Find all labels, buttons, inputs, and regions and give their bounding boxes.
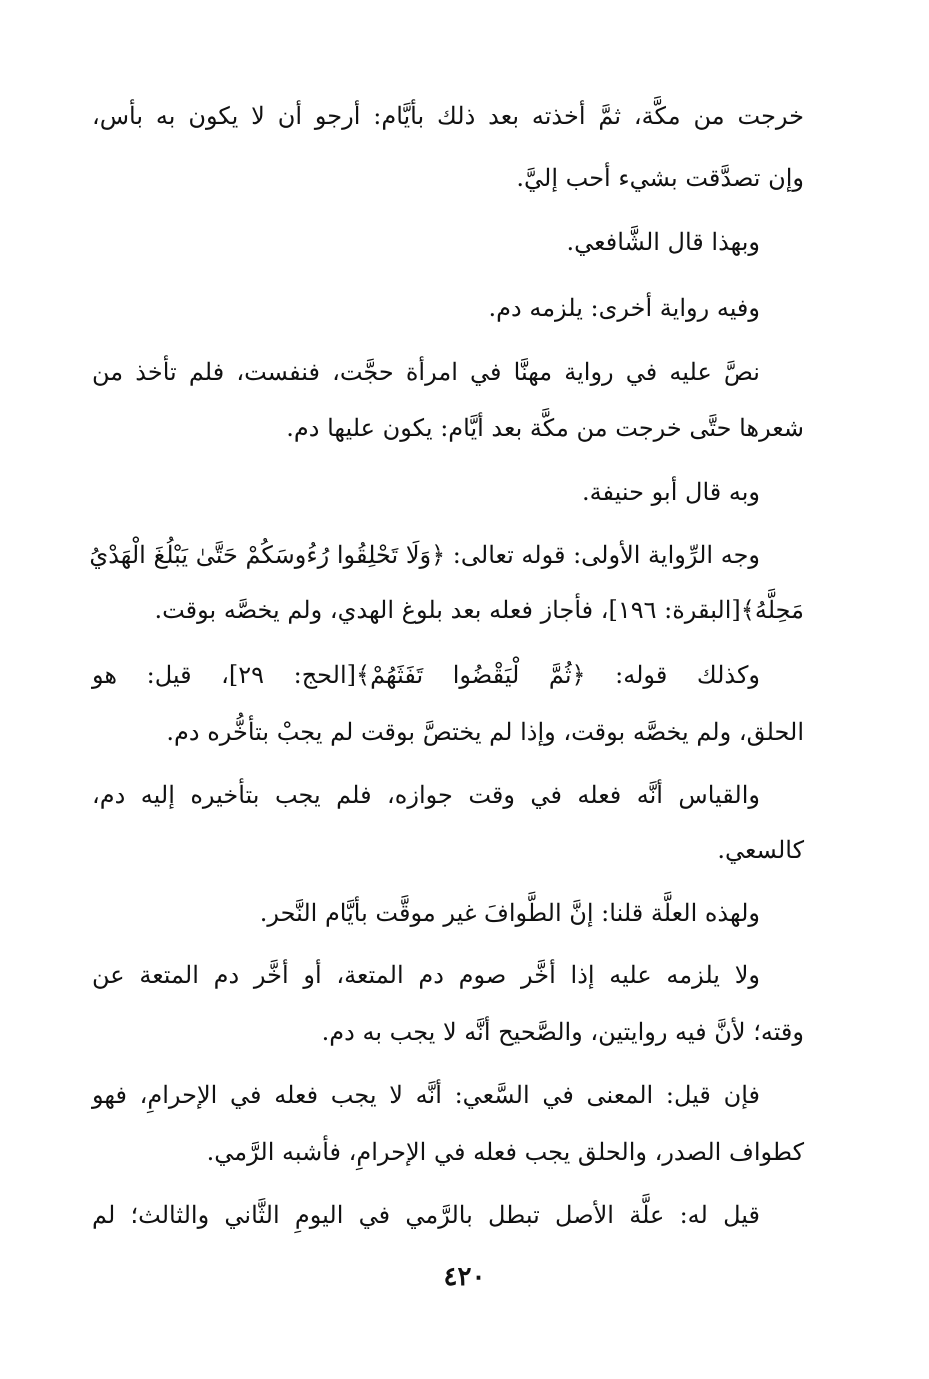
text-line: مَحِلَّهُ﴾[البقرة: ١٩٦]، فأجاز فعله بعد بلوغ الهدي، ولم يخصَّه بوقت. — [154, 596, 804, 624]
text-line: وبه قال أبو حنيفة. — [582, 478, 760, 506]
text-line: وقته؛ لأنَّ فيه روايتين، والصَّحيح أنَّه لا يجب به دم. — [321, 1018, 804, 1046]
text-line: شعرها حتَّى خرجت من مكَّة بعد أيَّام: يكون عليها دم. — [286, 414, 804, 442]
text-line: نصَّ عليه في رواية مهنَّا في امرأة حجَّت، فنفست، فلم تأخذ من — [92, 358, 760, 386]
page-number: ٤٢٠ — [443, 1262, 486, 1292]
text-line: والقياس أنَّه فعله في وقت جوازه، فلم يجب بتأخيره إليه دم، — [92, 781, 760, 809]
text-body — [89, 0, 804, 1270]
text-line: ولهذه العلَّة قلنا: إنَّ الطَّوافَ غير موقَّت بأيَّام النَّحر. — [259, 899, 760, 927]
text-line: وإن تصدَّقت بشيء أحب إليَّ. — [516, 164, 804, 192]
text-line: كطواف الصدر، والحلق يجب فعله في الإحرامِ، فأشبه الرَّمي. — [206, 1138, 804, 1166]
text-line: فإن قيل: المعنى في السَّعي: أنَّه لا يجب فعله في الإحرامِ، فهو — [92, 1081, 760, 1109]
text-line: وبهذا قال الشَّافعي. — [566, 228, 760, 256]
text-line: خرجت من مكَّة، ثمَّ أخذته بعد ذلك بأيَّام: أرجو أن لا يكون به بأس، — [92, 102, 804, 130]
text-line: وفيه رواية أخرى: يلزمه دم. — [488, 294, 760, 322]
text-line: قيل له: علَّة الأصل تبطل بالرَّمي في اليومِ الثَّاني والثالث؛ لم — [92, 1201, 760, 1229]
text-line: الحلق، ولم يخصَّه بوقت، وإذا لم يختصَّ بوقت لم يجبْ بتأخُّره دم. — [166, 718, 804, 746]
text-line: كالسعي. — [717, 836, 804, 864]
text-line: وكذلك قوله: ﴿ثُمَّ لْيَقْضُوا تَفَثَهُمْ﴾[الحج: ٢٩]، قيل: هو — [92, 661, 760, 689]
text-line: وجه الرِّواية الأولى: قوله تعالى: ﴿وَلَا تَحْلِقُوا رُءُوسَكُمْ حَتَّىٰ يَبْلُغَ الْهَدْيُ — [89, 541, 760, 569]
text-line: ولا يلزمه عليه إذا أخَّر صوم دم المتعة، أو أخَّر دم المتعة عن — [92, 961, 760, 989]
